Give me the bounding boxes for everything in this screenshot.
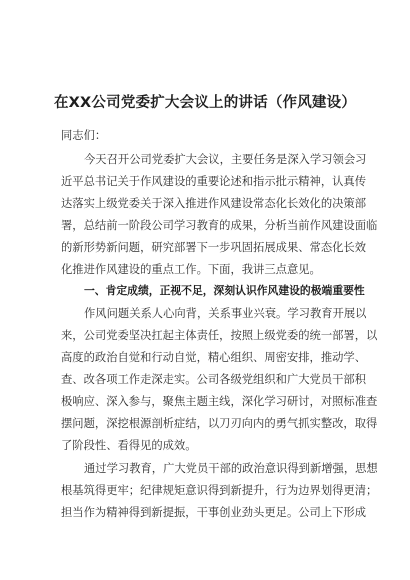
paragraph-line: 的新形势新问题，研究部署下一步巩固拓展成果、常态化长效 [61,241,367,254]
paragraph-line: 担当作为精神得到新提振，干事创业劲头更足。公司上下形成 [61,506,367,519]
paragraph-line: 极响应、深入参与，聚焦主题主线，深化学习研讨，对照标准查 [61,395,378,408]
paragraph-line: 高度的政治自觉和行动自觉，精心组织、周密安排，推动学、 [61,351,367,364]
salutation: 同志们： [61,129,107,142]
paragraph-line: 署，总结前一阶段公司学习教育的成果，分析当前作风建设面临 [61,219,378,232]
paragraph-line: 通过学习教育，广大党员干部的政治意识得到新增强，思想 [84,462,378,475]
paragraph-line: 化推进作风建设的重点工作。下面，我讲三点意见。 [61,263,321,276]
document-title: 在XX公司党委扩大会议上的讲话（作风建设） [53,95,357,111]
paragraph-line: 达落实上级党委关于深入推进作风建设常态化长效化的决策部 [61,197,367,210]
paragraph-line: 今天召开公司党委扩大会议，主要任务是深入学习领会习 [84,153,367,166]
paragraph-line: 根基筑得更牢；纪律规矩意识得到新提升，行为边界划得更清； [61,484,378,497]
paragraph-line: 了阶段性、看得见的成效。 [61,439,197,452]
paragraph-line: 查、改各项工作走深走实。公司各级党组织和广大党员干部积 [61,373,367,386]
section-heading: 一、肯定成绩，正视不足，深刻认识作风建设的极端重要性 [84,284,365,297]
paragraph-line: 来，公司党委坚决扛起主体责任，按照上级党委的统一部署，以 [61,329,378,342]
paragraph-line: 近平总书记关于作风建设的重要论述和指示批示精神，认真传 [61,175,367,188]
paragraph-line: 摆问题，深挖根源剖析症结，以刀刃向内的勇气抓实整改，取得 [61,417,378,430]
paragraph-line: 作风问题关系人心向背，关系事业兴衰。学习教育开展以 [84,307,367,320]
